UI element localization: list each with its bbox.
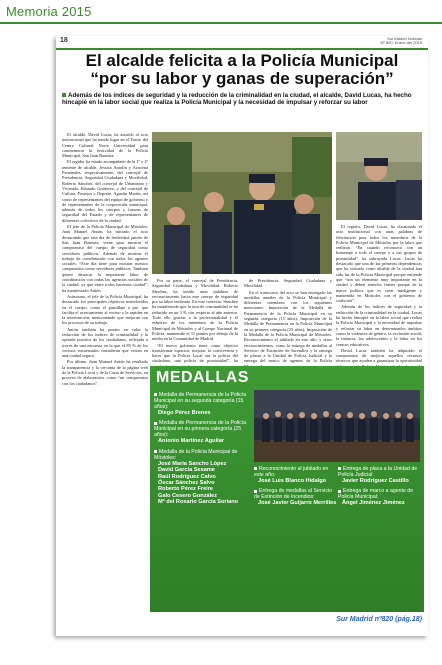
column-4-paragraph: Además de los índices de seguridad y la reducción de la criminalidad en la ciudad, Lucas ha hecho hincapié en la labor social que realiza la Policía Municipal y la necesidad de impulsar y reforzar su labor en determinados ámbitos como la violencia de género, la exclusión social, la infancia, los adolescentes y la labor en los centros educativos. [336,304,422,347]
column-1 [62,132,148,612]
headline [56,52,428,88]
section-title: Memoria 2015 [6,4,92,19]
newspaper-page [56,36,428,636]
ceremony-photo [336,132,422,220]
medallas-right-column [338,466,422,511]
medal-recipient: Mª del Rosario García Soriano [158,499,239,506]
column-1-paragraph: Antón también ha puesto en valor la reducción de los índices de criminalidad y la opinión positiva de los ciudadanos, reflejada a través de una encuesta en la que el 85 % de los vecinos encuestados consideran que vivían en una ciudad segura. [62,326,148,359]
medal-recipient: Ángel Jiménez Jiménez [342,500,405,507]
column-3-paragraph: de Presidencia, Seguridad Ciudadana y Movilidad. [244,278,332,289]
medal-entry [154,420,250,444]
medal-recipient: Roberto Pérez Freire [158,486,214,493]
medal-recipient: Diego Pérez Brenes [158,410,211,416]
medal-label: Entrega de marco a agente de Policía Municipal: [338,488,422,500]
medal-recipient: José Luis Blanco Hidalgo [258,478,327,484]
column-4 [336,224,422,364]
officers-photo-icon [152,132,332,274]
lead-paragraph [62,92,422,107]
medal-recipient: José Javier Guijarro Merrilles [258,500,337,507]
page-number: 18 [60,37,68,44]
lead-bullet-icon [62,93,66,97]
headline-line-2: “por su labor y ganas de superación” [90,69,394,88]
medal-recipient: David García Sesame [158,467,215,474]
lead-text: Además de los índices de seguridad y la reducción de la criminalidad en la ciudad, el alcalde, David Lucas, ha hecho hincapié en la labor social que realiza la Policía Municipal y la necesidad de impulsar y reforzar su labor [62,92,412,107]
medal-label: Reconocimiento al jubilado en este año: [254,466,338,478]
medal-recipient: Javier Rodríguez Castillo [342,478,409,484]
medallas-box [150,366,424,612]
column-2-paragraph: Por su parte, el concejal de Presidencia, Seguridad Ciudadana y Movilidad, Roberto Sánchez, ha tenido unas palabras de reconocimiento hacia este cuerpo de seguridad por su labor realizada. En este contexto, Sánchez ha manifestado que la tasa de criminalidad se ha reducido en un 3 % con respecto al año anterior. Todo ello gracias a la profesionalidad y el esfuerzo de los miembros de la Policía Municipal de Móstoles y al Cuerpo Nacional de Policía, mantenido el 11 puntos por debajo de la media en la Comunidad de Madrid. [152,278,238,342]
medal-entry [154,449,250,506]
medal-recipient: Galo Cesero González [158,492,218,499]
masthead-line-1: Sur Madrid Noticias [387,36,422,41]
medallas-left-column [154,392,250,510]
medal-entry [338,466,422,484]
column-1-paragraph: El jefe de la Policía Municipal de Móstoles, Juan Manuel Antón, ha iniciado el acto destacando que esta día de festividad, patrón de San Juan Bautista, viene para mostrar el compromiso del cuerpo de seguridad como servidores públicos. Además de mostrar el trabajo de coordinación con todos los agentes sociales. “Este día tiene para mostrar nuestro compromiso como servidores públicos. Tambien quiero destacar la importante labor de coordinación con todas las agencias sociales de la ciudad, ya que entre todos hacemos ciudad”, ha manifestado Antón. [62,224,148,293]
medal-label: Medalla de la Policía Municipal de Móstoles: [154,449,250,461]
column-3-paragraph: En el transcurso del acto se han entregado las medallas anuales de la Policía Municipal y diferentes miembros con los siguientes menciones: Imposición de la Medalla de Permanencia de la Policía Municipal en su segunda categoría (15 años); Imposición de la Medalla de Permanencia en la Policía Municipal en su primera categoría (25 años); Imposición de la Medalla de la Policía Municipal de Móstoles. Reconocimiento al jubilado en este año, y otros reconocimientos, como la entrega de medallas al Servicio de Extinción de Incendios y la entrega de placas a la Unidad de Policía Judicial y la entrega del marco de agentes de la Policía [244,289,332,364]
medal-label: Medalla de Permanencia de la Policía Municipal en su primera categoría (25 años): [154,420,250,438]
medallas-title: MEDALLAS [156,369,249,386]
medal-recipient: José María Sancho López [158,460,227,467]
headline-line-1: El alcalde felicita a la Policía Municipal [85,51,399,70]
masthead-line-2: Nº 820. Enero del 2015 [380,40,422,45]
medal-label: Medalla de Permanencia de la Policía Municipal en su segunda categoría (15 años): [154,392,250,410]
group-photo-icon [254,390,420,462]
page-header [56,36,428,50]
column-4-paragraph: David Lucas también ha adquirido el compromiso de mejorar aquellos recursos técnicos que ayuden a garantizar la operatividad [336,347,422,364]
medal-recipient: Antonio Martínez Aguilar [158,438,224,445]
medallas-mid-column [254,466,338,511]
article-photo [152,132,332,274]
column-1-paragraph: Asimismo, el jefe de la Policía Municipal, ha destacado los principales objetivos introducidos en el cuerpo, como el patrullaje a pie, que facilita el acercamiento al vecino y la rapidez en la intervención, mencionando que mejoran con los procesos de su trabajo. [62,293,148,326]
column-2 [152,278,238,362]
column-1-paragraph: El alcalde, David Lucas, ha asistido al acto institucional que ha tenido lugar en el Teatro del Centro Cultural Norte Universidad para conmemorar la festividad de la Policía Municipal, San Juan Bautista. [62,132,148,159]
medallas-photo [254,390,420,462]
masthead [381,37,423,45]
medal-entry [254,488,338,506]
column-4-paragraph: El regidor, David Lucas, ha clausurado el acto institucional con unas palabras de felicitación para todos los miembros de la Policía Municipal de Móstoles por la labor que realizan. “En cuando reconozco con un homenaje a todo el cuerpo y a sus grupos de proximidad”, ha subrayado Lucas. Lucas ha destacado que una de las primeras dependencias que ha visitado como alcalde de la ciudad han sido las de la Policía Municipal porque entiende que “son un elemento muy importante en la ciudad y deben tenerlos firmes porque de la nueva política que es crear inteligente y mantenida en Móstoles con el gobierno de coalición”. [336,224,422,304]
ceremony-photo-icon [336,132,422,220]
column-2-paragraph: “El nuevo gobierno tiene como objetivo transformar espacios, mejorar la convivencia y hacer que la Policía Local sea la policía del ciudadano, una policía de proximidad”, ha [152,342,238,364]
page-footer: Sur Madrid nº820 (pág.18) [336,616,422,623]
medal-label: Entrega de medallas al Servicio de Extinción de Incendios: [254,488,338,500]
column-3 [244,278,332,362]
column-1-paragraph: El regidor ha estado acompañado de la 1º y 2º teniente de alcalde, Jessica Antolín y Azucena Fernández, respectivamente, del concejal de Presidencia, Seguridad Ciudadana y Movilidad, Roberto Sánchez, del concejal de Urbanismo y Vivienda, Eduardo Gutiérrez, y del concejal de Cultura, Festejos y Deporte, Agustín Martín, así como de representantes del equipo de gobierno y de representantes de la corporación municipal, además de todos los cuerpos y fuerzas de seguridad del Estado y de representantes de diferentes colectivos de la ciudad. [62,159,148,223]
medal-entry [338,488,422,506]
medal-label: Entrega de placa a la Unidad de Policía Judicial: [338,466,422,478]
header-divider [0,22,442,24]
column-1-paragraph: Por último, Juan Manuel Antón ha resaltado la transparencia y la cercanía de la página web de la Policía Local y de la Carta de Servicios, en proceso de elaboración, como “un compromiso con los ciudadanos”. [62,359,148,386]
medal-recipient: Óscar Sánchez Salvo [158,480,215,487]
medal-entry [254,466,338,484]
medal-entry [154,392,250,416]
medal-recipient: Raúl Rodríguez Calvo [158,473,216,480]
